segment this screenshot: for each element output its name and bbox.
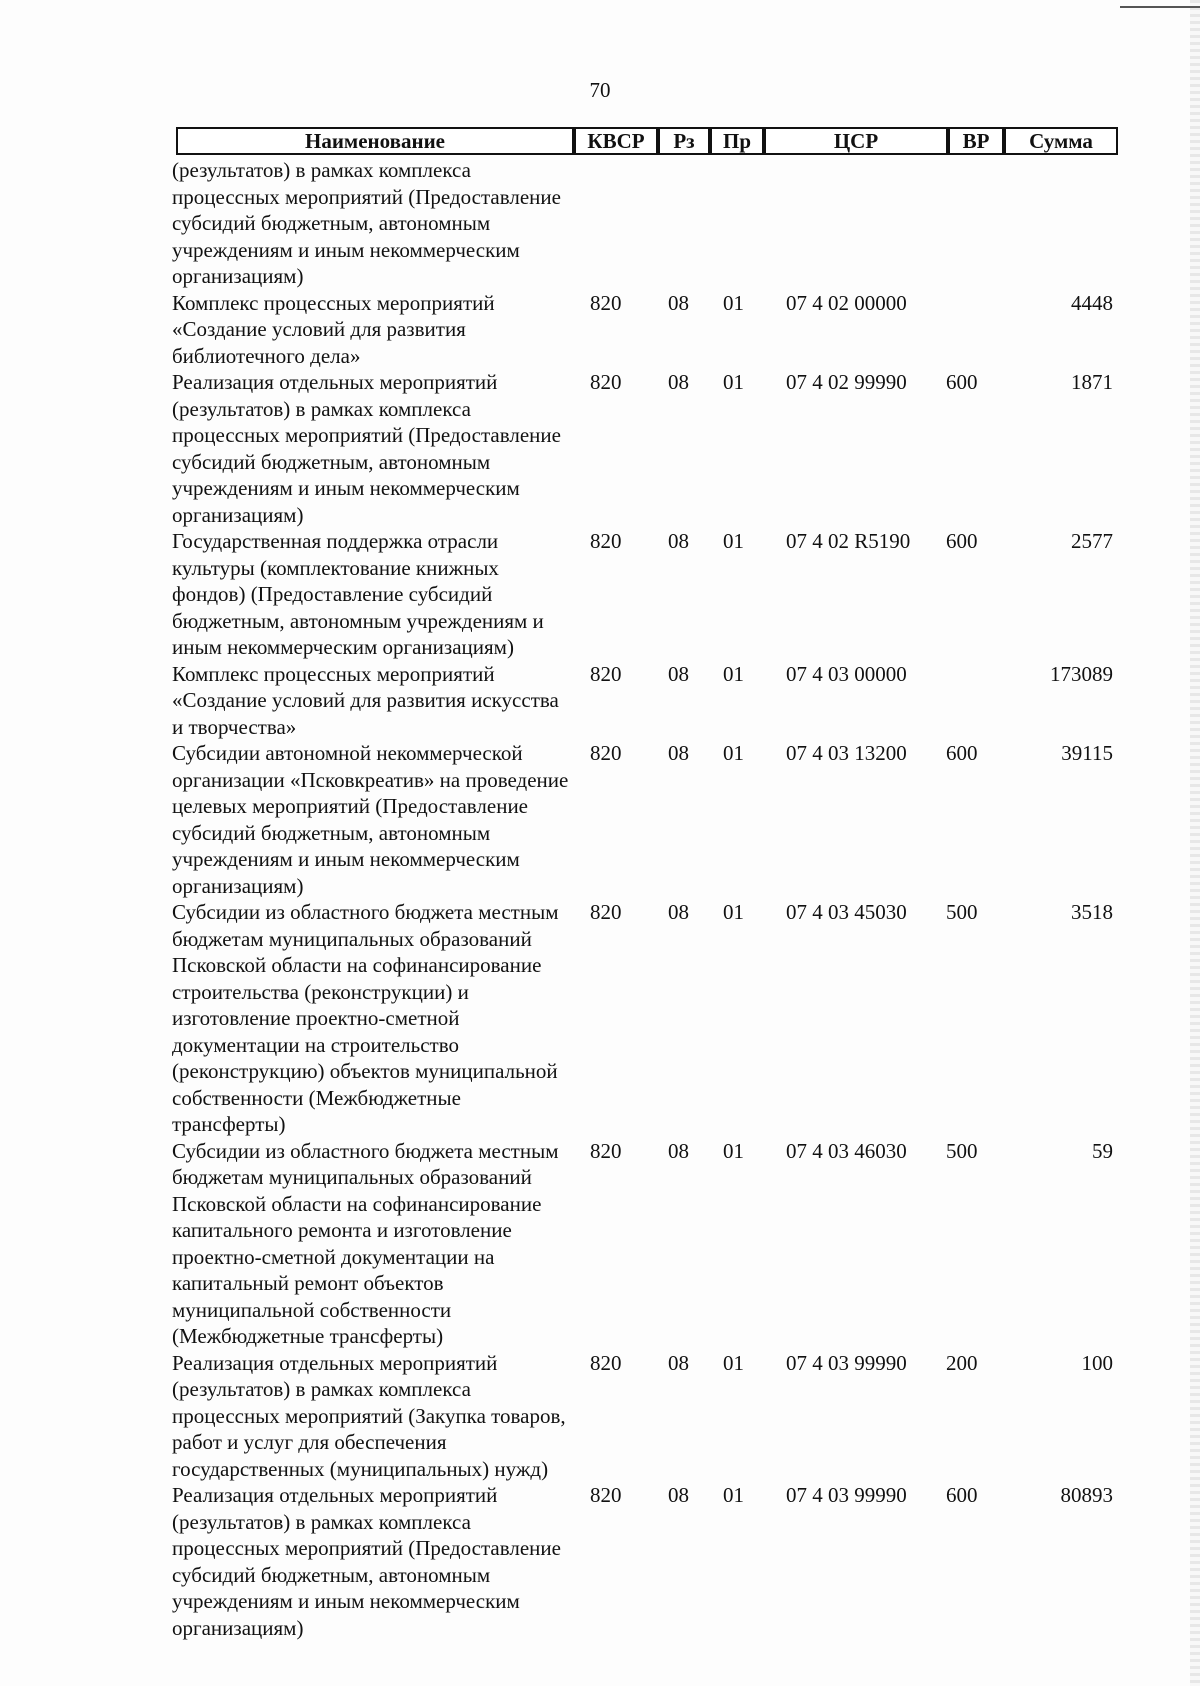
row-pr: 01 — [723, 1483, 744, 1507]
row-sum: 80893 — [1060, 1483, 1113, 1507]
row-rz: 08 — [668, 741, 689, 765]
table-row — [0, 740, 1200, 899]
row-name: Комплекс процессных мероприятий «Создание условий для развития библиотечного дела» — [172, 290, 495, 368]
row-name: Субсидии из областного бюджета местным бюджетам муниципальных образований Псковской области на софинансирование капитального ремонта и изготовление проектно-сметной документации на капитальный ремонт объектов муниципальной собственности (Межбюджетные трансферты) — [172, 1138, 559, 1348]
row-csr: 07 4 03 45030 — [786, 900, 907, 924]
row-vr: 500 — [946, 900, 978, 924]
row-name: Реализация отдельных мероприятий (результатов) в рамках комплекса процессных мероприятий (Закупка товаров, работ и услуг для обеспечения государственных (муниципальных) нужд) — [172, 1350, 566, 1481]
row-pr: 01 — [723, 1138, 744, 1163]
row-kvsr: 820 — [590, 1483, 622, 1507]
scan-corner-mark — [1120, 6, 1200, 8]
row-sum: 1871 — [1071, 370, 1113, 394]
row-sum: 59 — [1092, 1138, 1113, 1163]
row-kvsr: 820 — [590, 661, 622, 686]
row-pr: 01 — [723, 1350, 744, 1375]
table-row — [0, 290, 1200, 370]
header-name: Наименование — [176, 127, 574, 155]
row-rz: 08 — [668, 1483, 689, 1507]
row-csr: 07 4 02 R5190 — [786, 529, 911, 553]
row-kvsr: 820 — [590, 370, 622, 394]
table-row — [0, 369, 1200, 528]
row-csr: 07 4 03 99990 — [786, 1483, 907, 1507]
table-row — [0, 661, 1200, 741]
row-name: Комплекс процессных мероприятий «Создание условий для развития искусства и творчества» — [172, 661, 559, 739]
row-kvsr: 820 — [590, 741, 622, 765]
table-body — [0, 157, 1200, 1641]
row-vr: 500 — [946, 1138, 978, 1163]
table-row — [0, 157, 1200, 290]
row-kvsr: 820 — [590, 290, 622, 315]
row-name: Реализация отдельных мероприятий (результатов) в рамках комплекса процессных мероприятий (Предоставление субсидий бюджетным, автономным учреждениям и иным некоммерческим организациям) — [172, 1483, 561, 1640]
row-name: (результатов) в рамках комплекса процессных мероприятий (Предоставление субсидий бюджетным, автономным учреждениям и иным некоммерческим организациям) — [172, 158, 561, 288]
row-sum: 2577 — [1071, 529, 1113, 553]
table-row — [0, 1138, 1200, 1350]
table-row — [0, 1350, 1200, 1483]
row-kvsr: 820 — [590, 529, 622, 553]
row-vr: 600 — [946, 529, 978, 553]
row-rz: 08 — [668, 1350, 689, 1375]
row-rz: 08 — [668, 900, 689, 924]
row-vr: 600 — [946, 370, 978, 394]
table-row — [0, 528, 1200, 661]
row-vr: 200 — [946, 1350, 978, 1375]
row-sum: 173089 — [1050, 661, 1113, 686]
header-csr: ЦСР — [764, 127, 948, 155]
row-csr: 07 4 03 13200 — [786, 741, 907, 765]
row-csr: 07 4 03 99990 — [786, 1350, 907, 1375]
row-rz: 08 — [668, 370, 689, 394]
header-rz: Рз — [658, 127, 710, 155]
row-pr: 01 — [723, 370, 744, 394]
row-pr: 01 — [723, 529, 744, 553]
header-vr: ВР — [948, 127, 1004, 155]
row-sum: 100 — [1081, 1350, 1113, 1375]
row-csr: 07 4 03 46030 — [786, 1138, 907, 1163]
row-rz: 08 — [668, 661, 689, 686]
table-row — [0, 1482, 1200, 1641]
row-csr: 07 4 02 99990 — [786, 370, 907, 394]
row-kvsr: 820 — [590, 1138, 622, 1163]
row-pr: 01 — [723, 900, 744, 924]
row-rz: 08 — [668, 290, 689, 315]
row-pr: 01 — [723, 661, 744, 686]
row-name: Государственная поддержка отрасли культуры (комплектование книжных фондов) (Предоставление субсидий бюджетным, автономным учреждениям и иным некоммерческим организациям) — [172, 529, 544, 659]
row-vr: 600 — [946, 741, 978, 765]
row-rz: 08 — [668, 1138, 689, 1163]
header-sum: Сумма — [1004, 127, 1118, 155]
row-sum: 3518 — [1071, 900, 1113, 924]
row-kvsr: 820 — [590, 900, 622, 924]
row-name: Субсидии из областного бюджета местным бюджетам муниципальных образований Псковской области на софинансирование строительства (реконструкции) и изготовление проектно-сметной документации на строительство (реконструкцию) объектов муниципальной собственности (Межбюджетные трансферты) — [172, 900, 559, 1136]
page-number: 70 — [589, 78, 611, 102]
row-kvsr: 820 — [590, 1350, 622, 1375]
row-name: Реализация отдельных мероприятий (результатов) в рамках комплекса процессных мероприятий (Предоставление субсидий бюджетным, автономным учреждениям и иным некоммерческим организациям) — [172, 370, 561, 527]
row-sum: 4448 — [1071, 290, 1113, 315]
row-pr: 01 — [723, 290, 744, 315]
row-csr: 07 4 03 00000 — [786, 661, 907, 686]
row-name: Субсидии автономной некоммерческой организации «Псковкреатив» на проведение целевых мероприятий (Предоставление субсидий бюджетным, автономным учреждениям и иным некоммерческим организациям) — [172, 741, 569, 898]
row-rz: 08 — [668, 529, 689, 553]
row-csr: 07 4 02 00000 — [786, 290, 907, 315]
row-pr: 01 — [723, 741, 744, 765]
table-row — [0, 899, 1200, 1138]
row-vr: 600 — [946, 1483, 978, 1507]
row-sum: 39115 — [1061, 741, 1113, 765]
header-kvsr: КВСР — [574, 127, 658, 155]
header-pr: Пр — [710, 127, 764, 155]
